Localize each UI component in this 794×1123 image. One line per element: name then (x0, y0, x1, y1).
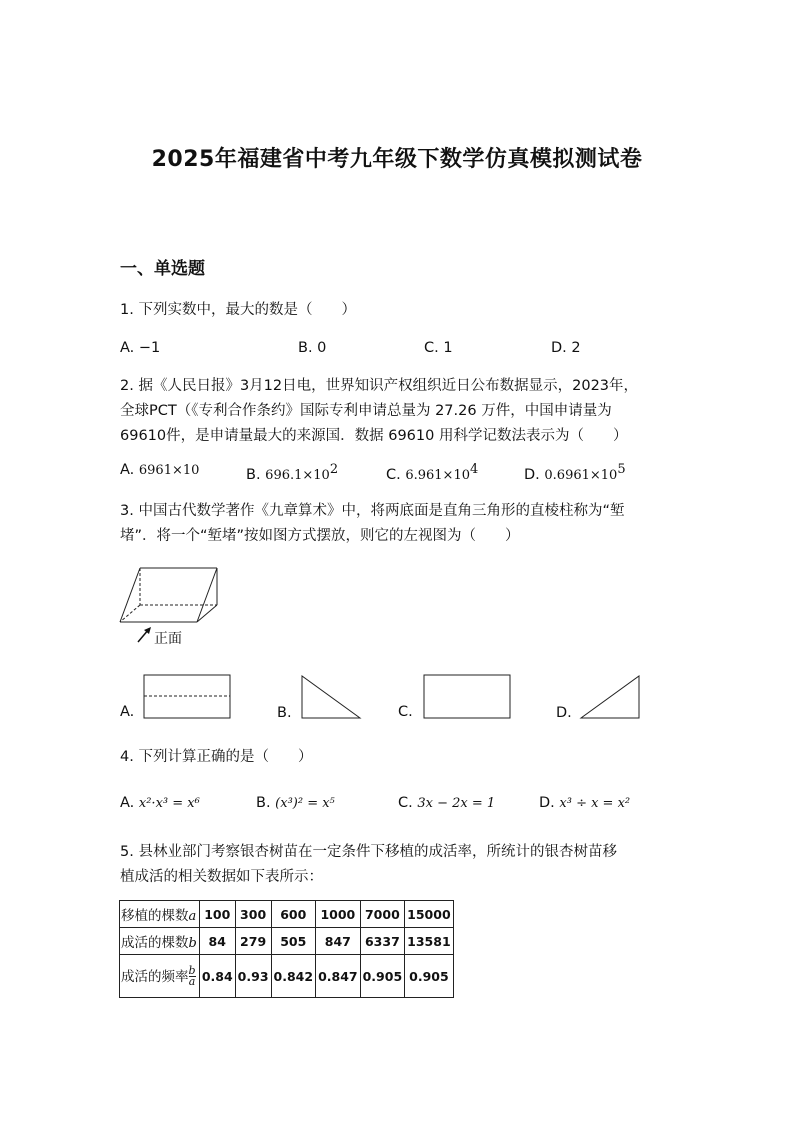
table-cell: 600 (271, 901, 316, 928)
q3-option-b-figure[interactable] (300, 674, 362, 720)
q4-option-b-label: B. (256, 795, 271, 811)
table-cell: 100 (199, 901, 235, 928)
q2-option-b[interactable] (246, 462, 338, 483)
table-cell: 7000 (360, 901, 405, 928)
front-arrow-icon (134, 624, 156, 646)
table-cell: 0.93 (235, 955, 271, 998)
question-2-stem (120, 374, 638, 449)
table-cell: 0.84 (199, 955, 235, 998)
q3-option-a-figure[interactable] (143, 674, 231, 720)
q2-line-1: 2. 据《人民日报》3月12日电，世界知识产权组织近日公布数据显示，2023年， (120, 378, 639, 394)
table-cell: 505 (271, 928, 316, 955)
table-cell: 0.847 (316, 955, 361, 998)
q2-option-c[interactable] (386, 462, 478, 483)
row-label: 移植的棵数 (121, 908, 189, 924)
q3-option-c-label[interactable]: C. (398, 704, 413, 720)
q2-option-a-label: A. (120, 462, 135, 478)
q4-option-b-expression: (x³)² = x⁵ (275, 796, 335, 811)
q1-option-c[interactable]: C. 1 (424, 340, 453, 356)
q3-line-1: 3. 中国古代数学著作《九章算术》中，将两底面是直角三角形的直棱柱称为“堑 (120, 503, 625, 519)
row-header-frequency (120, 955, 200, 998)
q4-option-d-label: D. (539, 795, 555, 811)
q2-option-a[interactable] (120, 462, 199, 478)
row-variable: a (188, 909, 197, 924)
row-label: 成活的频率 (121, 968, 189, 985)
q2-option-b-value: 696.1×10 (265, 468, 330, 483)
page-title: 2025年福建省中考九年级下数学仿真模拟测试卷 (151, 147, 643, 172)
q2-option-c-label: C. (386, 467, 401, 483)
q4-option-c-label: C. (398, 795, 413, 811)
row-variable: b (188, 936, 197, 951)
table-cell: 847 (316, 928, 361, 955)
row-label: 成活的棵数 (121, 935, 189, 951)
q3-option-c-figure[interactable] (423, 674, 511, 720)
q2-option-c-value: 6.961×10 (405, 468, 470, 483)
question-4-stem: 4. 下列计算正确的是（ ） (120, 749, 313, 765)
q1-option-d[interactable]: D. 2 (551, 340, 581, 356)
table-cell: 0.905 (405, 955, 454, 998)
question-3-stem (120, 499, 624, 549)
q4-option-a-label: A. (120, 795, 135, 811)
table-cell: 0.905 (360, 955, 405, 998)
q2-option-b-exponent: 2 (329, 462, 339, 477)
q4-option-c[interactable] (398, 795, 495, 811)
q4-option-a-expression: x²·x³ = x⁶ (138, 796, 200, 811)
row-header-transplanted (120, 901, 200, 928)
fraction-numerator: b (188, 964, 196, 978)
q2-line-3: 69610件，是申请量最大的来源国．数据 69610 用科学记数法表示为（ ） (120, 428, 628, 444)
q4-option-a[interactable] (120, 795, 200, 811)
q2-option-c-exponent: 4 (470, 462, 479, 477)
table-cell: 15000 (405, 901, 454, 928)
table-cell: 1000 (316, 901, 361, 928)
section-heading-single-choice: 一、单选题 (120, 259, 205, 279)
q2-option-b-label: B. (246, 467, 261, 483)
fraction-denominator: a (188, 975, 196, 989)
q5-line-1: 5. 县林业部门考察银杏树苗在一定条件下移植的成活率，所统计的银杏树苗移 (120, 844, 617, 860)
q2-option-a-value: 6961×10 (138, 463, 200, 478)
table-cell: 6337 (360, 928, 405, 955)
table-row (120, 955, 454, 998)
q1-option-a[interactable]: A. −1 (120, 340, 161, 356)
q2-line-2: 全球PCT（《专利合作条约》国际专利申请总量为 27.26 万件，中国申请量为 (120, 403, 612, 419)
q4-option-b[interactable] (256, 795, 335, 811)
row-header-survived (120, 928, 200, 955)
q4-option-d-expression: x³ ÷ x = x² (559, 796, 631, 811)
table-cell: 300 (235, 901, 271, 928)
question-5-stem (120, 840, 617, 890)
q2-option-d-exponent: 5 (617, 462, 626, 477)
table-cell: 13581 (405, 928, 454, 955)
table-row (120, 901, 454, 928)
q2-option-d-label: D. (524, 467, 540, 483)
seedling-data-table (119, 900, 454, 998)
q3-option-b-label[interactable]: B. (277, 705, 292, 721)
question-1-stem: 1. 下列实数中，最大的数是（ ） (120, 302, 356, 318)
table-row (120, 928, 454, 955)
fraction-b-over-a (189, 966, 196, 987)
table-cell: 279 (235, 928, 271, 955)
q2-option-d[interactable] (524, 462, 626, 483)
table-cell: 84 (199, 928, 235, 955)
q3-line-2: 堵”．将一个“堑堵”按如图方式摆放，则它的左视图为（ ） (120, 528, 520, 544)
q4-option-c-expression: 3x − 2x = 1 (417, 796, 496, 811)
q2-option-d-value: 0.6961×10 (544, 468, 618, 483)
q1-option-b[interactable]: B. 0 (298, 340, 327, 356)
q5-line-2: 植成活的相关数据如下表所示： (120, 869, 323, 885)
q3-option-a-label[interactable]: A. (120, 704, 135, 720)
q4-option-d[interactable] (539, 795, 630, 811)
q3-option-d-figure[interactable] (579, 674, 641, 720)
q3-option-d-label[interactable]: D. (556, 705, 572, 721)
table-cell: 0.842 (271, 955, 316, 998)
front-view-label: 正面 (154, 631, 182, 647)
